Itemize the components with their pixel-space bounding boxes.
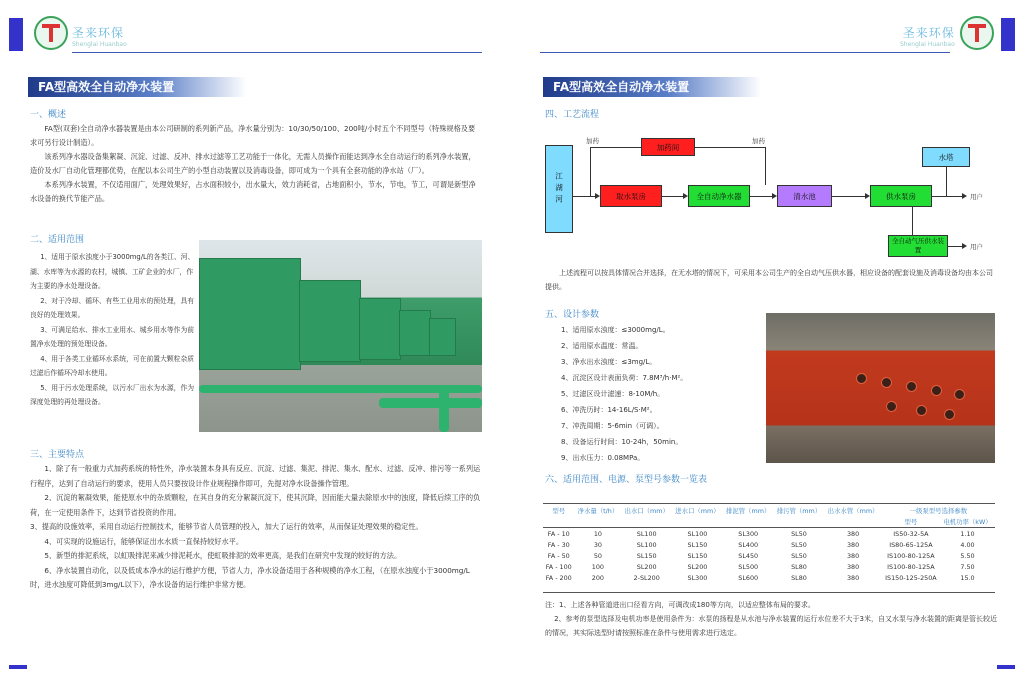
design-params-list: 1、适用原水浊度：≤3000mg/L。 2、适用原水温度：常温。 3、净水出水浊度：≤3mg/L。 4、沉淀区设计表面负荷：7.8M³/h·M²。 5、过滤区设计滤速：8-10M/h。 6、冲洗历时：14-16L/S·M²。 7、冲洗周期：5-6min（可调）。 8、设备运行时间：10-24h，50min。 9、出水压力：0.08MPa。 (561, 326, 688, 462)
flow-node-pressure-supply: 全自动气压供水装置 (888, 235, 948, 257)
flow-description: 上述流程可以按具体情况合并选择，在无水塔的情况下，可采用本公司生产的全自动气压供水器，相应设备的配套设施及消毒设备均由本公司提供。 (545, 269, 993, 291)
right-title-banner: FA型高效全自动净水装置 (543, 77, 773, 97)
section-features-text: 1、除了有一般重力式加药系统的特性外，净水装置本身具有反应、沉淀、过滤、集泥、排泥、集水、配水、过滤、反冲、排污等一系列运行程序，达到了自动运行的要求，使用人员只要按设计作业规程操作即可，先提对净水设备操作管理。 2、沉淀的絮凝效果，能使原水中的杂质颗粒，在其自身的充分絮凝沉淀下，使其沉降，因而能大量去除原水中的浊度，降低后续工序的负荷，在一定使用条件下，达到节省投资的作用。 3、提高的设施效率，采用自动运行控制技术，能够节省人员管理的投入，加大了运行的效率，从而保证处理效果的稳定性。 4、可实现的设施运行，能够保证出水水质一直保持较好水平。 5、新型的排泥系统，以虹吸排泥来减少排泥耗水，使虹吸排泥的效率更高，是我们在研究中发现的较好的方法。 6、净水装置自动化，以及低成本净水的运行维护方便，节省人力，净水设备适用于各种规模的净水工程，（在原水浊度小于3000mg/L时，进水浊度可降低到3mg/L以下），净水设备的运行维护非常方便。 (30, 464, 481, 589)
left-title-banner: FA型高效全自动净水装置 (28, 77, 258, 97)
section-scope-text: 1、适用于原水浊度小于3000mg/L的各类江、河、湖、水库等为水源的农村，城镇、工矿企业的水厂，作为主要的净水处理设备。 2、对于冷却、循环、有些工业用水的预处理，具有良好的处理效果。 3、可满足给水、排水工业用水、城乡用水等作为前置净水处理的预处理设备。 4、用于各类工业循环水系统，可在前置大颗粒杂质过滤后作循环冷却水使用。 5、用于污水处理系统，以污水厂出水为水源，作为深度处理的再处理设备。 (30, 253, 195, 406)
flow-node-intake-pump: 取水泵房 (600, 185, 662, 207)
section-features-title: 三、主要特点 (30, 450, 85, 460)
footer-tab-left (9, 665, 27, 669)
section-overview-title: 一、概述 (30, 110, 67, 120)
flow-label-dose-1: 加药 (586, 137, 599, 145)
section-scope-title: 二、适用范围 (30, 235, 85, 245)
table-row: FA - 200 200 2-SL200 SL300 SL600 SL80 380 IS150-125-250A 15.0 (545, 573, 975, 582)
flow-node-supply-pump: 供水泵房 (870, 185, 932, 207)
flow-label-dose-2: 加药 (752, 137, 765, 145)
flow-label-user-2: 用户 (970, 243, 983, 251)
section-overview-text: FA型(双套)全自动净水器装置是由本公司研制的系列新产品，净水量分别为：10/30/50/100、200吨/小时五个不同型号（特殊规格及要求可另行设计制造）。 该系列净水器设备集絮凝、沉淀、过滤、反冲、排水过滤等工艺功能于一体化，无需人员操作而能达到净水全自动运行的系列净水装置，造价及水厂自动化管理都优势，在配以本公司生产的小型自动装置以及消毒设备，即可成为一个具有全套功能的净水站（厂）。 本系列净水装置，不仅适用面广，处理效果好，占水面积较小，出水量大，效力消耗省，占地面积小，节水，节电，节工，可谓是新型净水设备的换代节能产品。 (30, 124, 476, 203)
brand-logo-icon (34, 16, 68, 50)
flow-node-dosing: 加药间 (641, 138, 695, 156)
flow-node-river: 江湖河 (545, 145, 573, 233)
footer-tab-right (997, 665, 1015, 669)
section-param-table-title: 六、适用范围、电源、泵型号参数一览表 (545, 475, 708, 485)
header-rule-left (72, 52, 482, 53)
header-rule-right (540, 52, 950, 53)
table-bottom-rule (543, 592, 995, 593)
right-header-tab (1001, 18, 1015, 51)
parameter-table: 型号 净水量（t/h） 出水口（mm） 进水口（mm） 排泥管（mm） 排污管（mm） 出水水管（mm） 一级泵型号选择参数 型号 电机功率（kW） FA - 10 10 SL100 SL100 SL300 SL50 380 IS50-32-5A 1.10 FA - 30 30 SL100 SL150 SL400 SL50 380 IS80-65-125A 4.00 FA - 50 50 SL150 SL150 SL450 SL50 380 IS100-80-125A 5.50 FA - 100 100 SL200 SL200 SL500 SL80 380 IS100-80-125A 7.50 FA - 200 200 2-SL200 SL300 SL600 SL80 380 IS150-125-250A 15.0 (543, 505, 995, 583)
brand-logo-icon-right (960, 16, 994, 50)
table-top-rule (543, 503, 995, 504)
table-notes: 注：1、上述各种管道进出口径看方向，可调改成180等方向，以适应整体布局的要求。 2、参考的泵型选择及电机功率是使用条件为：水泵的扬程是从水池与净水装置的运行水位差不大于3米，自又水泵与净水装置的距离是管长较近的情况，其实际选型时请按照标准在条件与使用需求进行选定。 (545, 601, 997, 637)
flow-node-purifier: 全自动净水器 (688, 185, 750, 207)
table-row: FA - 100 100 SL200 SL200 SL500 SL80 380 IS100-80-125A 7.50 (545, 562, 975, 571)
section-process-title: 四、工艺流程 (545, 110, 600, 120)
table-row: FA - 10 10 SL100 SL100 SL300 SL50 380 IS50-32-5A 1.10 (547, 529, 975, 538)
flow-node-water-tower: 水塔 (922, 147, 970, 167)
equipment-photo-green (199, 240, 482, 432)
section-design-params-title: 五、设计参数 (545, 310, 600, 320)
brand-name-right: 圣来环保 Shenglai Huanbao (900, 26, 955, 48)
left-header-tab (9, 18, 23, 51)
flow-node-clear-pool: 清水池 (777, 185, 832, 207)
flow-label-user-1: 用户 (970, 193, 983, 201)
table-row: FA - 50 50 SL150 SL150 SL450 SL50 380 IS100-80-125A 5.50 (547, 551, 975, 560)
table-row: FA - 30 30 SL100 SL150 SL400 SL50 380 IS80-65-125A 4.00 (547, 540, 975, 549)
equipment-photo-red (766, 313, 995, 463)
brand-name-left: 圣来环保 Shenglai Huanbao (72, 26, 127, 48)
